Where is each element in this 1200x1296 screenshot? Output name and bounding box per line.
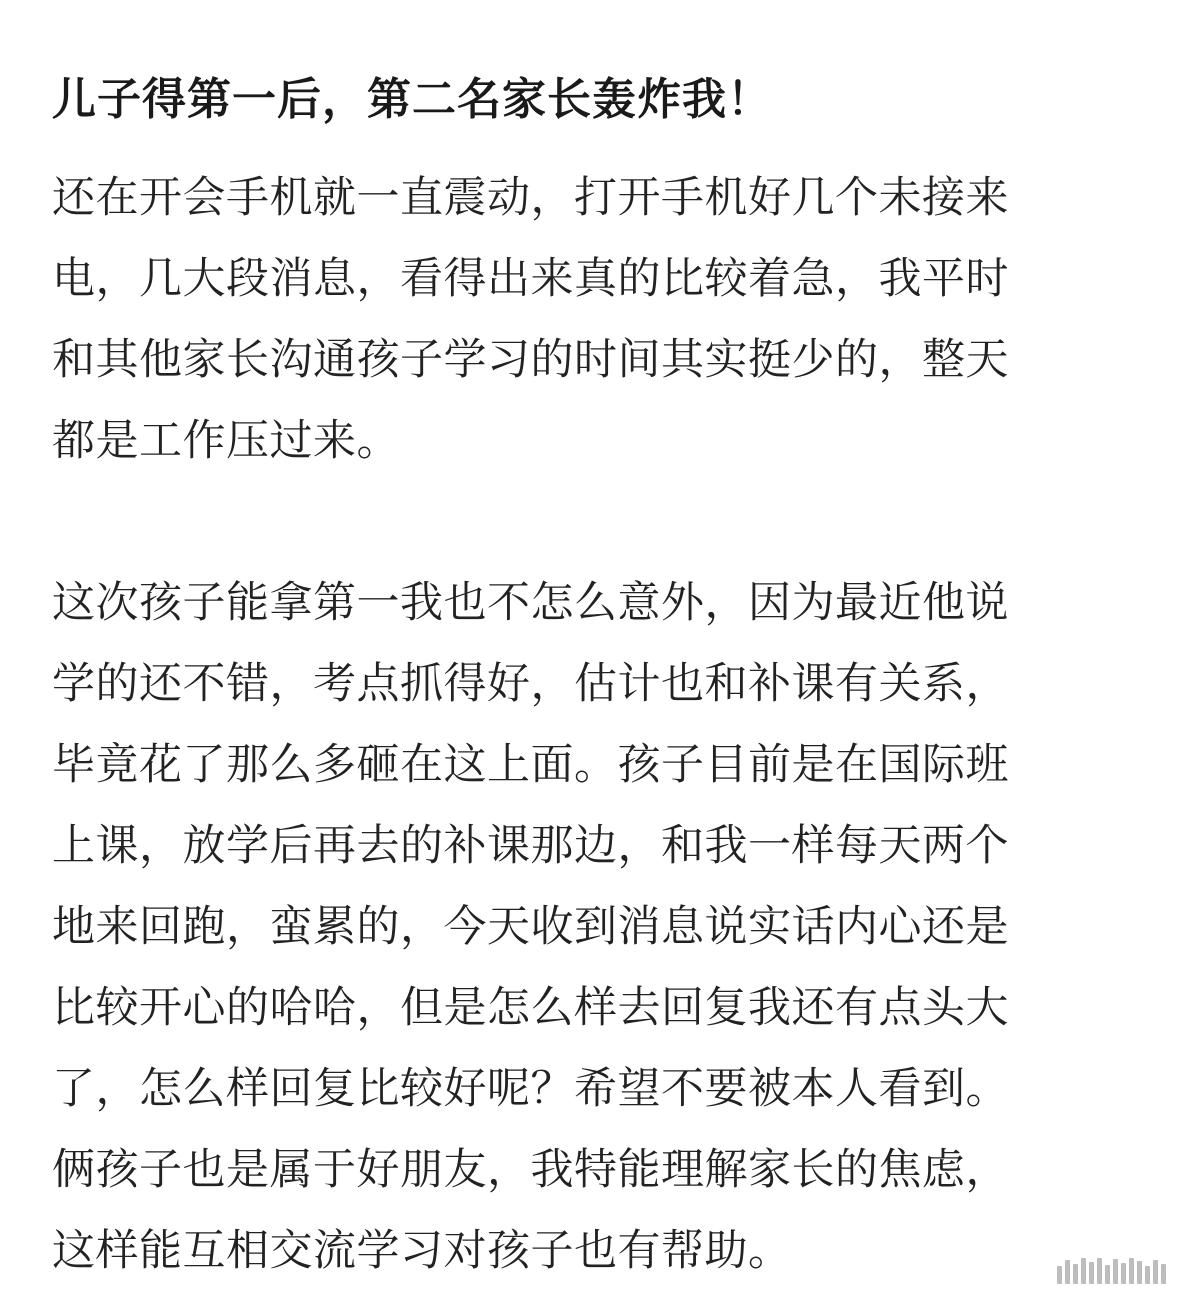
- paragraph-line: 这样能互相交流学习对孩子也有帮助。: [52, 1226, 792, 1276]
- paragraph-line: 和其他家长沟通孩子学习的时间其实挺少的，整天: [52, 335, 1009, 385]
- barcode-watermark-icon: [1057, 1258, 1166, 1284]
- paragraph-line: 电，几大段消息，看得出来真的比较着急，我平时: [52, 254, 1009, 304]
- paragraph-line: 毕竟花了那么多砸在这上面。孩子目前是在国际班: [52, 740, 1009, 790]
- paragraph-line: 上课，放学后再去的补课那边，和我一样每天两个: [52, 821, 1009, 871]
- post-title: 儿子得第一后，第二名家长轰炸我！: [52, 74, 772, 125]
- paragraph-line: 还在开会手机就一直震动，打开手机好几个未接来: [52, 173, 1009, 223]
- paragraph-line: 这次孩子能拿第一我也不怎么意外，因为最近他说: [52, 578, 1009, 628]
- post-paragraph-1: [52, 158, 1148, 482]
- post-paragraph-2: [52, 563, 1148, 1292]
- paragraph-line: 比较开心的哈哈，但是怎么样去回复我还有点头大: [52, 983, 1009, 1033]
- paragraph-line: 都是工作压过来。: [52, 416, 400, 466]
- post-content: [52, 70, 1148, 1292]
- paragraph-line: 学的还不错，考点抓得好，估计也和补课有关系，: [52, 659, 1009, 709]
- paragraph-line: 俩孩子也是属于好朋友，我特能理解家长的焦虑，: [52, 1145, 1009, 1195]
- paragraph-spacer: [52, 482, 1148, 563]
- paragraph-line: 了，怎么样回复比较好呢？希望不要被本人看到。: [52, 1064, 1009, 1114]
- paragraph-line: 地来回跑，蛮累的，今天收到消息说实话内心还是: [52, 902, 1009, 952]
